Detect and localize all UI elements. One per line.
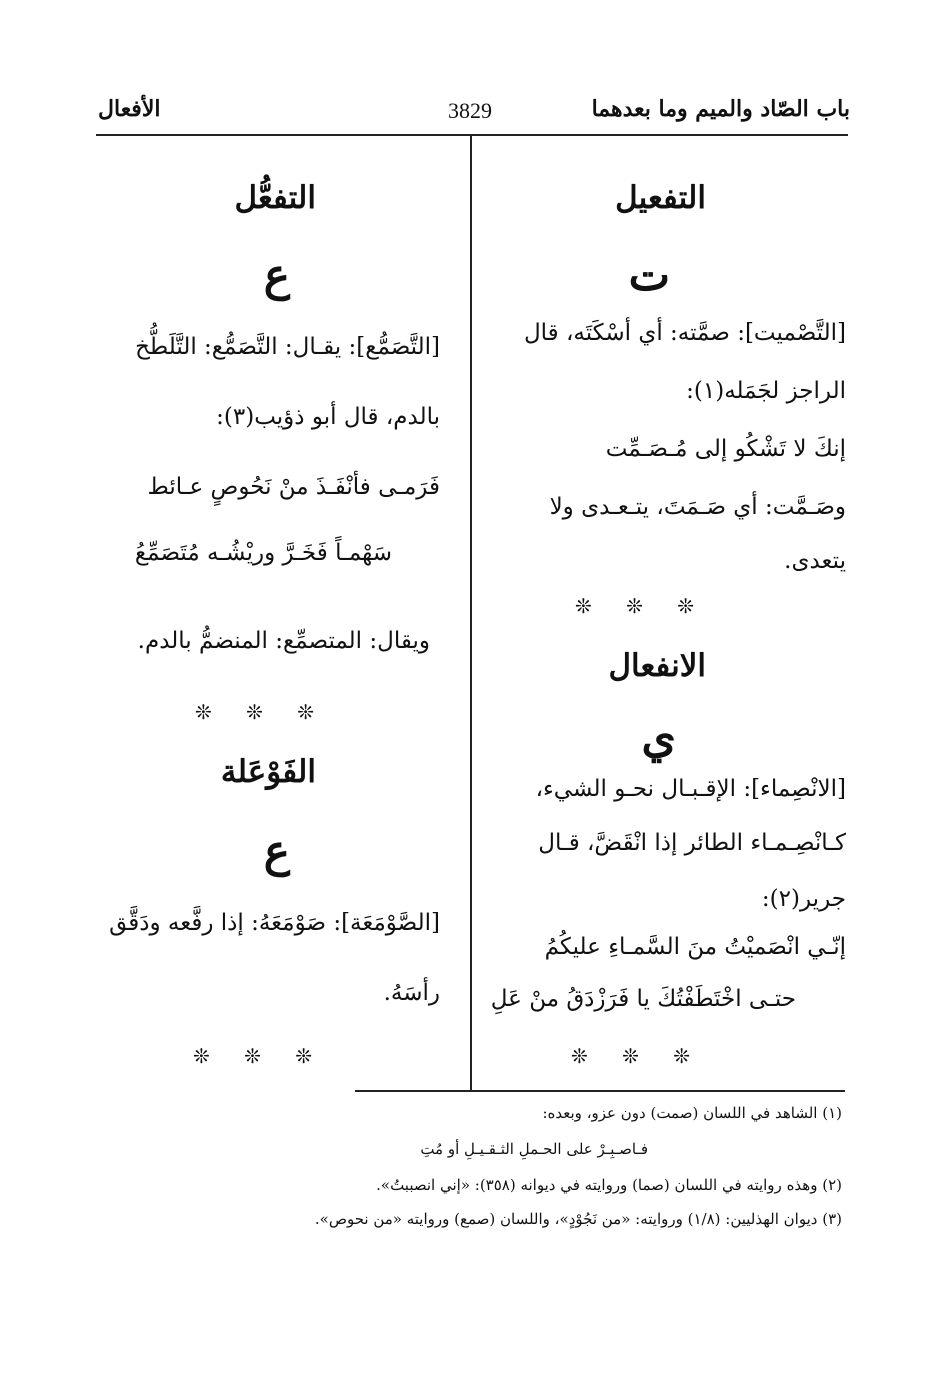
- entry-sawmaa: [الصَّوْمَعَة]: صَوْمَعَهُ: إذا رفَّعه ودَقَّق: [109, 910, 440, 936]
- section-title: الأفعال: [98, 96, 161, 122]
- footnote-1: (١) الشاهد في اللسان (صمت) دون عزو، وبعده:: [542, 1104, 842, 1122]
- header-rule: [96, 134, 848, 136]
- left-root-letter-ain-2: ع: [263, 826, 290, 877]
- footnote-3: (٣) ديوان الهذليين: (١/٨) وروايته: «من نَجُوْدٍ»، واللسان (صمع) وروايته «من نحوص».: [314, 1210, 842, 1228]
- footnote-2: (٢) وهذه روايته في اللسان (صما) وروايته في ديوانه (٣٥٨): «إني انصببتُ».: [376, 1176, 842, 1194]
- footnote-1-verse: فـاصـبِـرْ على الحـملِ الثـقـيـلِ أو مُتِ: [420, 1140, 648, 1158]
- right-root-letter-ta: ت: [628, 250, 670, 301]
- entry-mutasammi: ويقال: المتصمِّع: المنضمُّ بالدم.: [137, 628, 430, 654]
- right-heading-infial: الانفعال: [608, 648, 706, 684]
- chapter-title: باب الصّاد والميم وما بعدهما: [591, 96, 850, 122]
- entry-insima-cont: كـانْصِـمـاء الطائر إذا انْقَضَّ، قـال: [538, 830, 846, 856]
- separator-stars: ❊ ❊ ❊: [195, 700, 328, 724]
- verse-rajaz: إنكَ لا تَشْكُو إلى مُـصَـمِّت: [605, 436, 846, 462]
- verse-jarir-2: حتـى اخْتَطَفْتُكَ يا فَرَزْدَقُ منْ عَلِ: [490, 986, 796, 1012]
- verse-jarir-1: إنّـي انْصَميْتُ منَ السَّمـاءِ عليكُمُ: [544, 934, 846, 960]
- column-divider: [470, 136, 472, 1090]
- separator-stars: ❊ ❊ ❊: [193, 1044, 326, 1068]
- entry-sawmaa-cont: رأسَهُ.: [383, 980, 440, 1006]
- left-heading-fawala: الفَوْعَلة: [220, 754, 316, 790]
- footnote-rule: [355, 1090, 845, 1092]
- left-root-letter-ain: ع: [263, 250, 290, 301]
- separator-stars: ❊ ❊ ❊: [575, 594, 708, 618]
- entry-insima: [الانْصِماء]: الإقـبـال نحـو الشيء،: [535, 776, 846, 802]
- right-heading-tafil: التفعيل: [615, 180, 706, 216]
- entry-tasammu: [التَّصَمُّع]: يقـال: التَّصَمُّع: التَّلَطُّخ: [135, 334, 440, 360]
- right-root-letter-ya: ي: [641, 712, 676, 763]
- left-heading-tafaul: التفعُّل: [234, 180, 316, 216]
- entry-tasammu-cont: بالدم، قال أبو ذؤيب(٣):: [216, 404, 440, 430]
- verse-abu-dhuayb-2: سَهْمـاً فَخَـرَّ وريْشُـه مُتَصَمِّعُ: [134, 540, 392, 566]
- entry-sammata: وصَـمَّت: أي صَـمَتَ، يتـعـدى ولا: [549, 494, 846, 520]
- entry-tasmit-cont: الراجز لجَمَله(١):: [686, 378, 846, 404]
- verse-abu-dhuayb-1: فَرَمـى فأنْفَـذَ منْ نَحُوصٍ عـائط: [147, 474, 440, 500]
- entry-tasmit: [التَّصْميت]: صمَّته: أي أسْكَتَه، قال: [523, 320, 846, 346]
- page-number: 3829: [448, 98, 492, 123]
- entry-insima-jarir: جرير(٢):: [761, 886, 846, 912]
- entry-sammata-cont: يتعدى.: [784, 548, 846, 574]
- separator-stars: ❊ ❊ ❊: [571, 1044, 704, 1068]
